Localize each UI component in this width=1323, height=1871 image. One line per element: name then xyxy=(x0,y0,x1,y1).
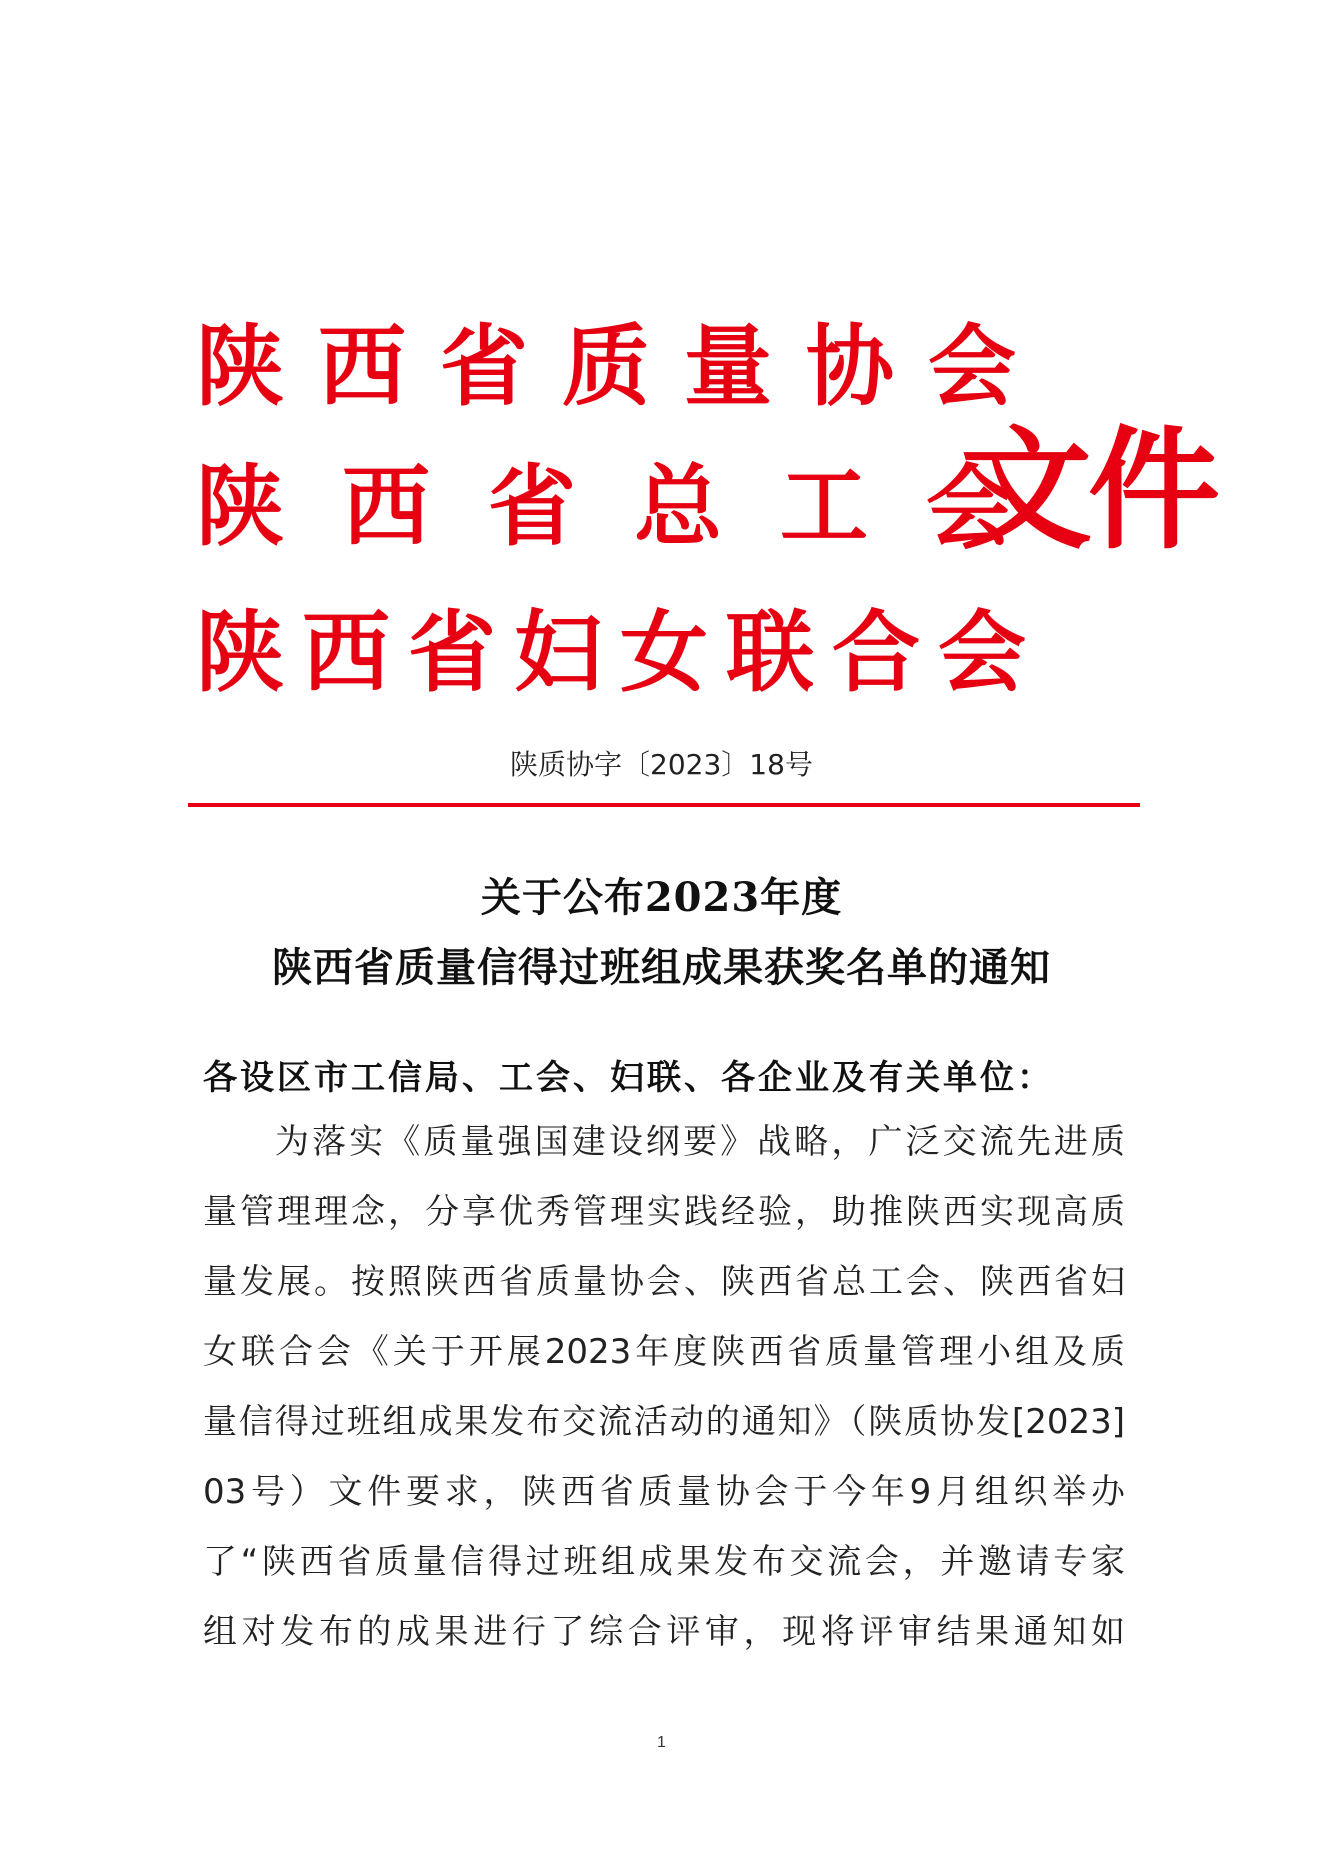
header-org-womens-federation: 陕西省妇女联合会 xyxy=(196,600,1045,704)
body-line: 量发展。按照陕西省质量协会、陕西省总工会、陕西省妇 xyxy=(203,1262,1125,1302)
header-doc-type: 文件 xyxy=(960,413,1216,568)
body-line: 为落实《质量强国建设纲要》战略，广泛交流先进质 xyxy=(275,1122,1125,1162)
body-line: 女联合会《关于开展2023年度陕西省质量管理小组及质 xyxy=(203,1332,1125,1372)
body-line: 了“陕西省质量信得过班组成果发布交流会，并邀请专家 xyxy=(203,1542,1125,1582)
body-line: 组对发布的成果进行了综合评审，现将评审结果通知如 xyxy=(203,1612,1125,1652)
body-line: 03号）文件要求，陕西省质量协会于今年9月组织举办 xyxy=(203,1472,1125,1512)
salutation: 各设区市工信局、工会、妇联、各企业及有关单位： xyxy=(203,1058,1054,1098)
document-number: 陕质协字〔2023〕18号 xyxy=(510,748,813,781)
header-org-federation-of-trade-unions: 陕西省总工会 xyxy=(196,454,1073,558)
page-number: 1 xyxy=(657,1734,666,1751)
header-org-quality-association: 陕西省质量协会 xyxy=(196,314,1051,418)
body-line: 量信得过班组成果发布交流活动的通知》（陕质协发[2023] xyxy=(203,1402,1125,1442)
body-line: 量管理理念，分享优秀管理实践经验，助推陕西实现高质 xyxy=(203,1192,1125,1232)
red-divider-rule xyxy=(188,803,1140,807)
notice-title-line-2: 陕西省质量信得过班组成果获奖名单的通知 xyxy=(272,944,1051,991)
notice-title-line-1: 关于公布2023年度 xyxy=(480,874,843,921)
